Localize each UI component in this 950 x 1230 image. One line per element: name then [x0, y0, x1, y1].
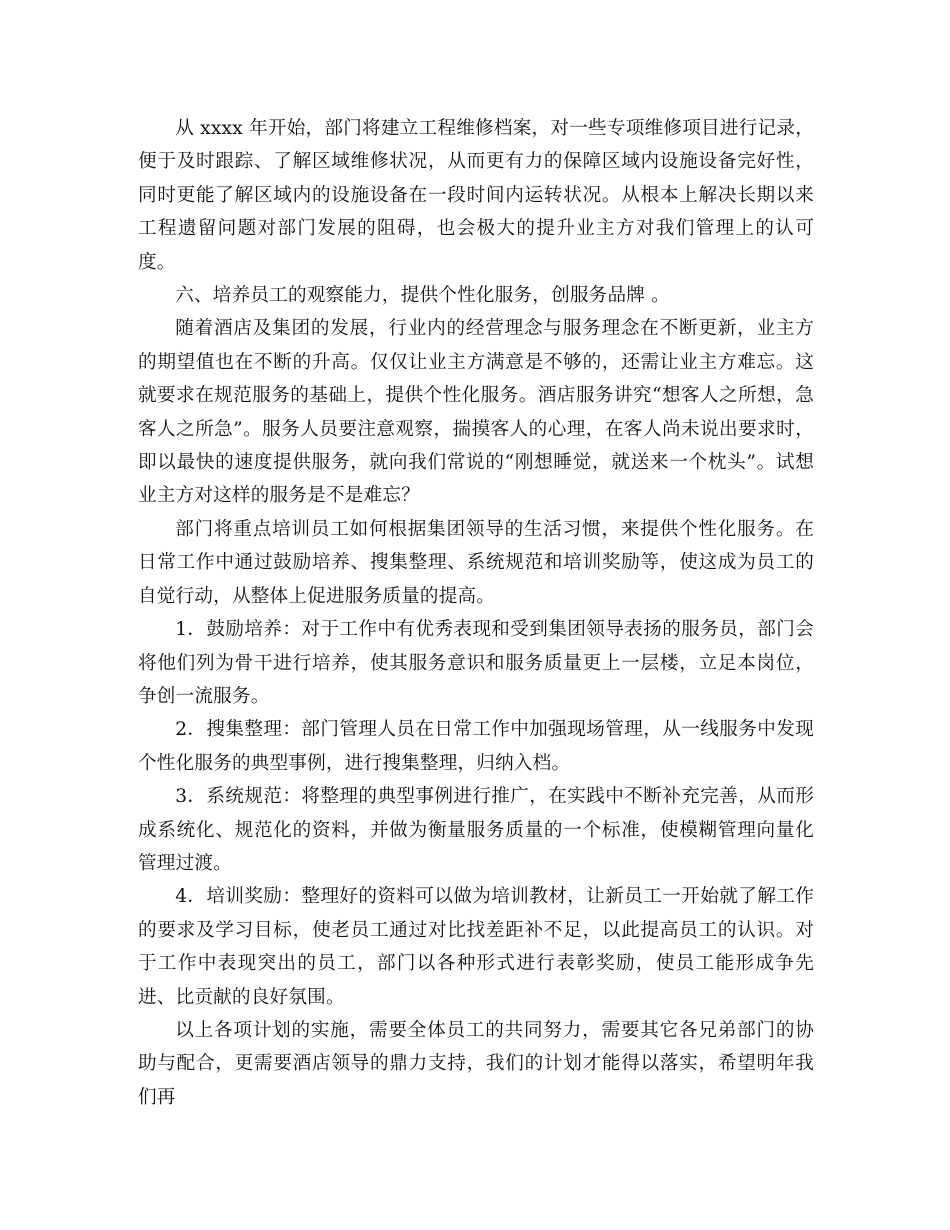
paragraph-conclusion: 以上各项计划的实施，需要全体员工的共同努力，需要其它各兄弟部门的协助与配合，更需要酒店领导的鼎力支持，我们的计划才能得以落实，希望明年我们再 — [138, 1019, 814, 1108]
paragraph-maintenance-archive: 从 xxxx 年开始，部门将建立工程维修档案，对一些专项维修项目进行记录，便于及时跟踪、了解区域维修状况，从而更有力的保障区域内设施设备完好性，同时更能了解区域内的设施设备在一段时间内运转状况。从根本上解决长期以来工程遗留问题对部门发展的阻碍，也会极大的提升业主方对我们管理上的认可度。 — [138, 118, 814, 273]
list-item-standardize: 3．系统规范：将整理的典型事例进行推广，在实践中不断补充完善，从而形成系统化、规范化的资料，并做为衡量服务质量的一个标准，使模糊管理向量化管理过渡。 — [138, 786, 814, 874]
list-item-train-reward: 4．培训奖励：整理好的资料可以做为培训教材，让新员工一开始就了解工作的要求及学习目标，使老员工通过对比找差距补不足，以此提高员工的认识。对于工作中表现突出的员工，部门以各种形式进行表彰奖励，使员工能形成争先进、比贡献的良好氛围。 — [138, 886, 814, 1008]
list-item-collect: 2．搜集整理：部门管理人员在日常工作中加强现场管理，从一线服务中发现个性化服务的典型事例，进行搜集整理，归纳入档。 — [138, 719, 814, 774]
list-item-encourage: 1．鼓励培养：对于工作中有优秀表现和受到集团领导表扬的服务员，部门会将他们列为骨干进行培养，使其服务意识和服务质量更上一层楼，立足本岗位，争创一流服务。 — [138, 619, 814, 707]
paragraph-personalized-service: 随着酒店及集团的发展，行业内的经营理念与服务理念在不断更新，业主方的期望值也在不断的升高。仅仅让业主方满意是不够的，还需让业主方难忘。这就要求在规范服务的基础上，提供个性化服务。酒店服务讲究“想客人之所想，急客人之所急”。服务人员要注意观察，揣摸客人的心理，在客人尚未说出要求时，即以最快的速度提供服务，就向我们常说的“刚想睡觉，就送来一个枕头”。试想业主方对这样的服务是不是难忘？ — [138, 318, 814, 507]
paragraph-training-plan: 部门将重点培训员工如何根据集团领导的生活习惯，来提供个性化服务。在日常工作中通过鼓励培养、搜集整理、系统规范和培训奖励等，使这成为员工的自觉行动，从整体上促进服务质量的提高。 — [138, 518, 814, 607]
document-body — [138, 112, 814, 1114]
section-heading-six: 六、培养员工的观察能力，提供个性化服务，创服务品牌 。 — [175, 285, 670, 307]
